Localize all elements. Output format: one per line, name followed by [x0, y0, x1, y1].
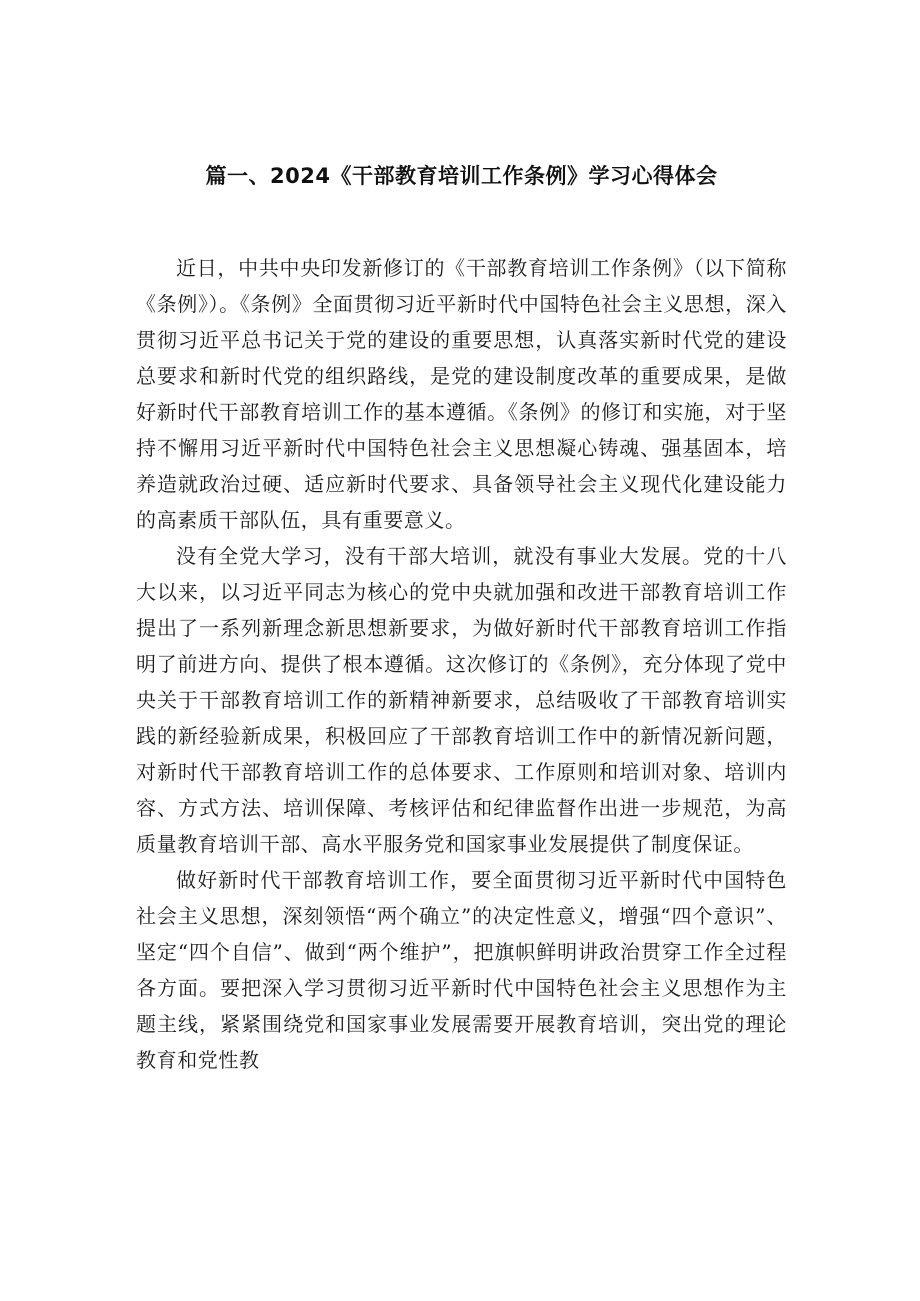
- document-body: [136, 250, 787, 1078]
- document-title: 篇一、2024《干部教育培训工作条例》学习心得体会: [205, 164, 718, 188]
- body-paragraph-1: 近日，中共中央印发新修订的《干部教育培训工作条例》（以下简称《条例》）。《条例》全面贯彻习近平新时代中国特色社会主义思想，深入贯彻习近平总书记关于党的建设的重要思想，认真落实新时代党的建设总要求和新时代党的组织路线，是党的建设制度改革的重要成果，是做好新时代干部教育培训工作的基本遵循。《条例》的修订和实施，对于坚持不懈用习近平新时代中国特色社会主义思想凝心铸魂、强基固本，培养造就政治过硬、适应新时代要求、具备领导社会主义现代化建设能力的高素质干部队伍，具有重要意义。: [136, 256, 787, 532]
- body-paragraph-2: 没有全党大学习，没有干部大培训，就没有事业大发展。党的十八大以来，以习近平同志为核心的党中央就加强和改进干部教育培训工作提出了一系列新理念新思想新要求，为做好新时代干部教育培训工作指明了前进方向、提供了根本遵循。这次修订的《条例》，充分体现了党中央关于干部教育培训工作的新精神新要求，总结吸收了干部教育培训实践的新经验新成果，积极回应了干部教育培训工作中的新情况新问题，对新时代干部教育培训工作的总体要求、工作原则和培训对象、培训内容、方式方法、培训保障、考核评估和纪律监督作出进一步规范，为高质量教育培训干部、高水平服务党和国家事业发展提供了制度保证。: [136, 544, 787, 856]
- body-paragraph-3: 做好新时代干部教育培训工作，要全面贯彻习近平新时代中国特色社会主义思想，深刻领悟“两个确立”的决定性意义，增强“四个意识”、坚定“四个自信”、做到“两个维护”，把旗帜鲜明讲政治贯穿工作全过程各方面。要把深入学习贯彻习近平新时代中国特色社会主义思想作为主题主线，紧紧围绕党和国家事业发展需要开展教育培训，突出党的理论教育和党性教: [136, 868, 787, 1072]
